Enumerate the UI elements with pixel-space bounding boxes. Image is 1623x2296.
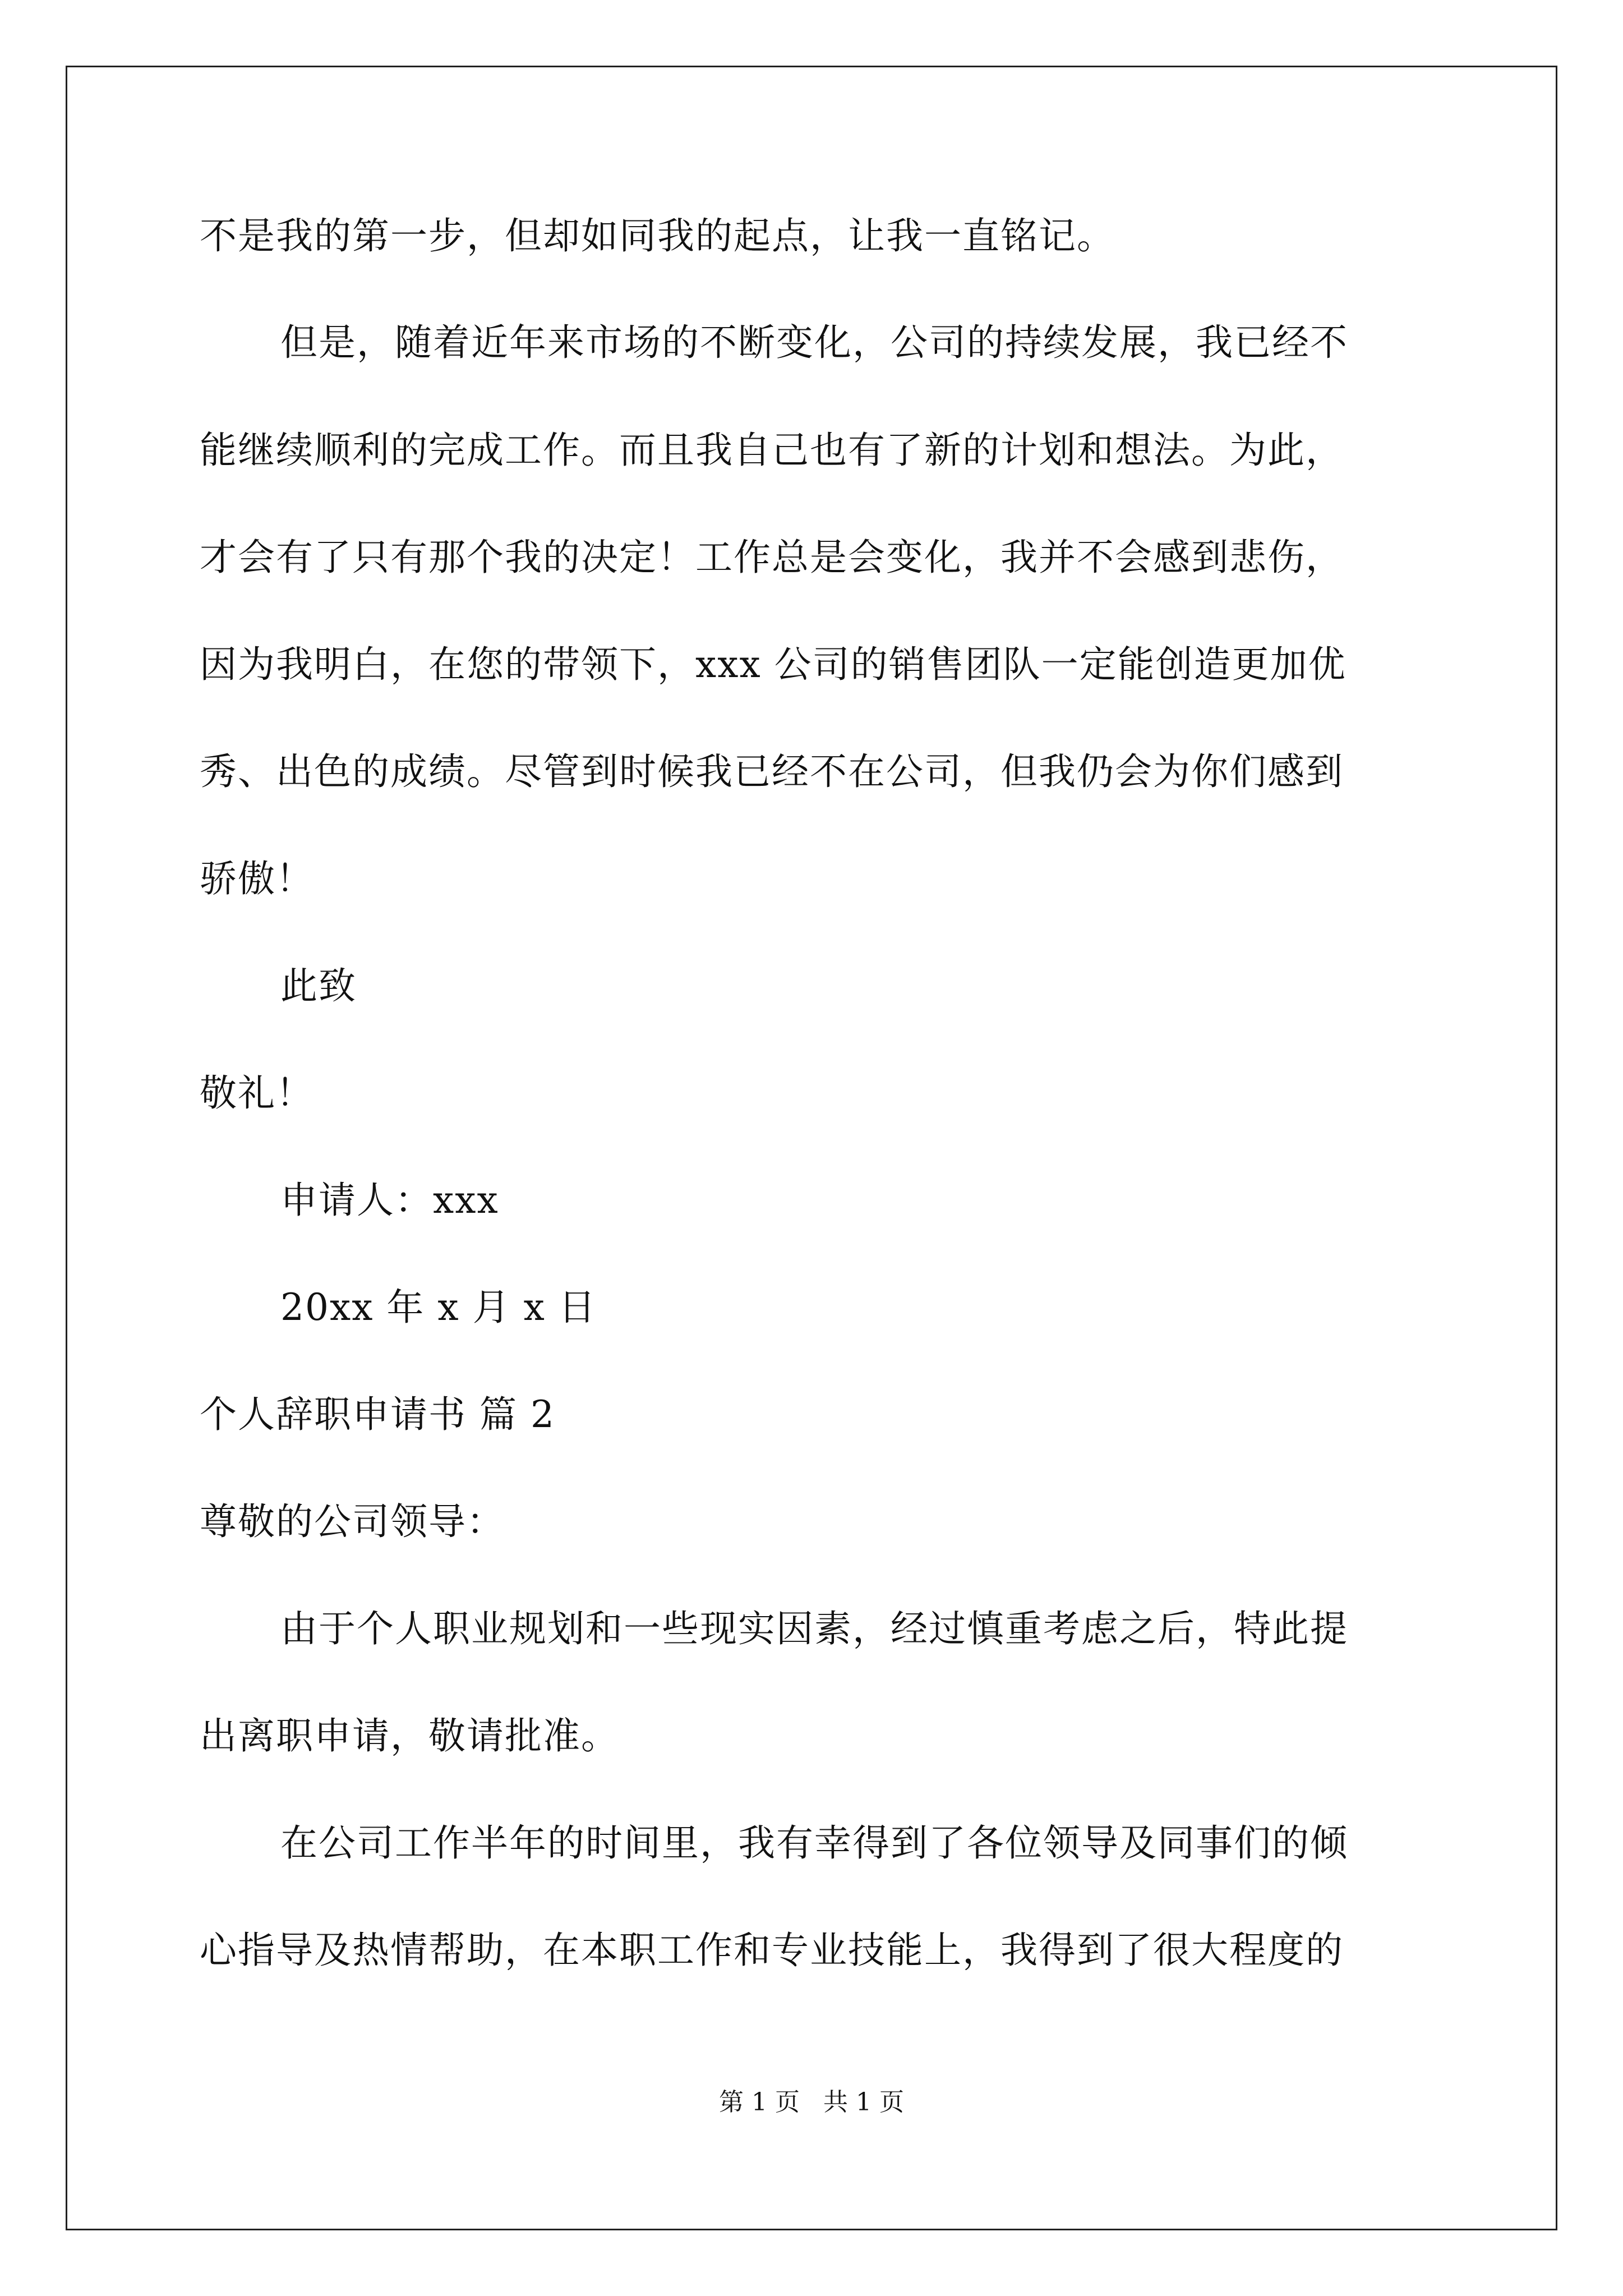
- body-text-line: 才会有了只有那个我的决定！工作总是会变化，我并不会感到悲伤，: [200, 536, 1344, 579]
- body-text-line: 但是，随着近年来市场的不断变化，公司的持续发展，我已经不: [280, 321, 1348, 364]
- body-text-line: 因为我明白，在您的带领下，xxx 公司的销售团队一定能创造更加优: [200, 643, 1347, 686]
- letter-greeting: 尊敬的公司领导：: [200, 1500, 505, 1543]
- body-text-line: 不是我的第一步，但却如同我的起点，让我一直铭记。: [200, 214, 1115, 257]
- body-text-line: 心指导及热情帮助，在本职工作和专业技能上，我得到了很大程度的: [200, 1929, 1344, 1972]
- closing-salutation: 此致: [280, 964, 357, 1007]
- document-date: 20xx 年 x 月 x 日: [280, 1286, 597, 1329]
- body-text-line: 骄傲！: [200, 857, 314, 900]
- body-text-line: 出离职申请，敬请批准。: [200, 1714, 619, 1757]
- page-frame: [66, 66, 1557, 2230]
- body-text-line: 秀、出色的成绩。尽管到时候我已经不在公司，但我仍会为你们感到: [200, 750, 1344, 793]
- applicant-name: 申请人：xxx: [280, 1179, 499, 1222]
- body-text-line: 能继续顺利的完成工作。而且我自己也有了新的计划和想法。为此，: [200, 429, 1344, 472]
- section-heading: 个人辞职申请书 篇 2: [200, 1393, 555, 1436]
- closing-regards: 敬礼！: [200, 1071, 314, 1115]
- page-number-footer: 第 1 页 共 1 页: [719, 2088, 904, 2116]
- body-text-line: 由于个人职业规划和一些现实因素，经过慎重考虑之后，特此提: [280, 1607, 1348, 1650]
- body-text-line: 在公司工作半年的时间里，我有幸得到了各位领导及同事们的倾: [280, 1821, 1348, 1865]
